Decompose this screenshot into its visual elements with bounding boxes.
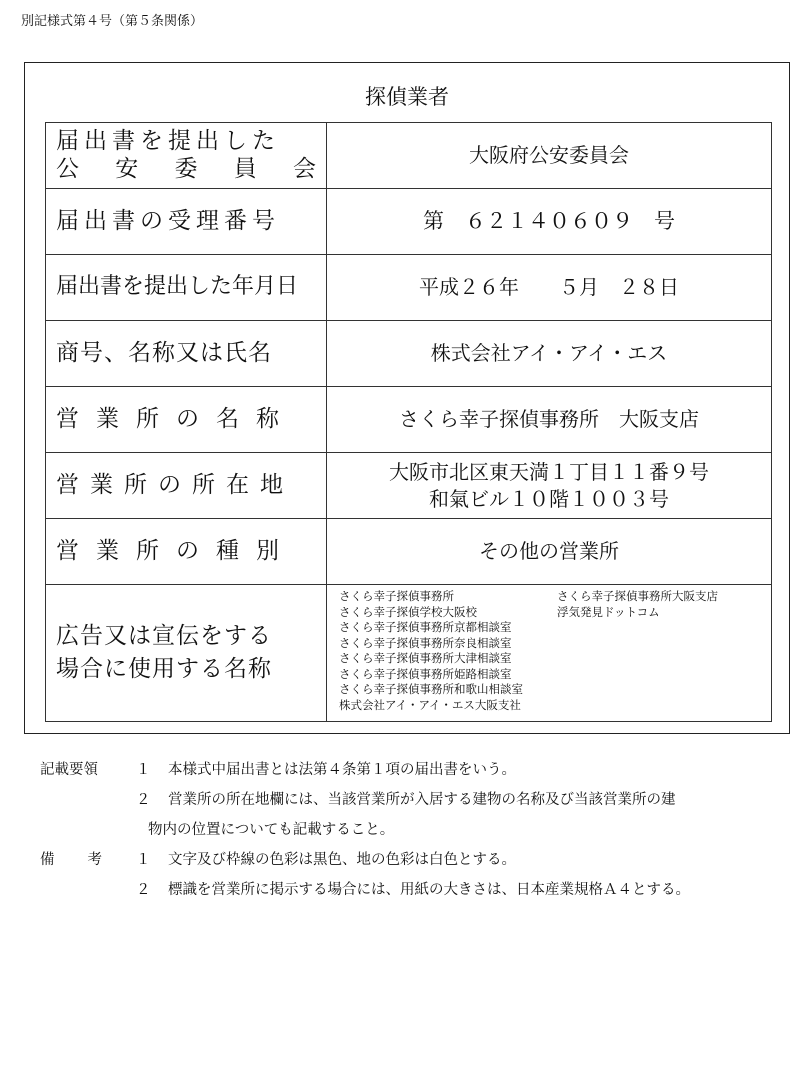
note-text: 営業所の所在地欄には、当該営業所が入居する建物の名称及び当該営業所の建 — [168, 792, 676, 808]
list-item: さくら幸子探偵事務所姫路相談室 — [339, 666, 512, 681]
label-cell — [46, 255, 327, 321]
list-item: さくら幸子探偵事務所和歌山相談室 — [339, 682, 523, 696]
label-text: 届出書を提出した年月日 — [56, 274, 299, 300]
ad-name: さくら幸子探偵学校大阪校 — [339, 604, 477, 619]
value-cell: 平成２６年 ５月 ２８日 — [327, 255, 772, 321]
label-text: 公 安 委 員 会 — [56, 155, 316, 182]
table-row — [46, 123, 772, 189]
label-text: 営業所の名称 — [56, 405, 296, 432]
table-row — [46, 519, 772, 585]
value-cell: 大阪府公安委員会 — [327, 123, 772, 189]
value-cell: 株式会社アイ・アイ・エス — [327, 321, 772, 387]
label-cell — [46, 585, 327, 722]
list-item: さくら幸子探偵事務所奈良相談室 — [339, 635, 512, 650]
note-number: １ — [136, 762, 151, 778]
address-line-2: 和氣ビル１０階１００３号 — [429, 486, 669, 511]
sign-title: 探偵業者 — [365, 85, 449, 109]
value-cell — [327, 453, 772, 519]
table-row — [46, 585, 772, 722]
note-row — [40, 815, 785, 845]
ad-name: さくら幸子探偵事務所 — [339, 589, 454, 603]
label-text: 商号、名称又は氏名 — [56, 339, 272, 366]
label-text: 営業所の種別 — [56, 537, 296, 564]
note-number: ２ — [136, 792, 151, 808]
note-number: １ — [136, 852, 151, 868]
biko-heading: 備 考 — [40, 852, 102, 868]
value-cell: 第 ６２１４０６０９ 号 — [327, 189, 772, 255]
table-row — [46, 387, 772, 453]
label-cell — [46, 189, 327, 255]
label-cell — [46, 321, 327, 387]
label-text: 届出書を提出した — [56, 127, 280, 154]
label-cell — [46, 453, 327, 519]
list-item: さくら幸子探偵事務所大津相談室 — [339, 651, 512, 665]
ad-name: 浮気発見ドットコム — [557, 604, 660, 619]
table-row — [46, 321, 772, 387]
note-text: 標識を営業所に掲示する場合には、用紙の大きさは、日本産業規格Ａ４とする。 — [168, 882, 690, 898]
note-row — [40, 785, 785, 815]
list-item: さくら幸子探偵事務所京都相談室 — [339, 620, 512, 634]
list-item — [339, 589, 771, 605]
label-cell — [46, 519, 327, 585]
note-text: 物内の位置についても記載すること。 — [148, 822, 395, 838]
note-number: ２ — [136, 882, 151, 898]
kisai-heading: 記載要領 — [40, 762, 98, 778]
note-row — [40, 755, 785, 785]
ads-names-cell — [327, 585, 772, 722]
label-cell — [46, 123, 327, 189]
note-text: 文字及び枠線の色彩は黒色、地の色彩は白色とする。 — [168, 852, 516, 868]
table-row — [46, 453, 772, 519]
sign-frame — [24, 62, 790, 734]
value-cell: さくら幸子探偵事務所 大阪支店 — [327, 387, 772, 453]
list-item: 株式会社アイ・アイ・エス大阪支社 — [339, 697, 521, 712]
sign-table — [45, 122, 772, 722]
label-text: 営業所の所在地 — [56, 471, 294, 498]
label-text: 届出書の受理番号 — [56, 207, 280, 234]
address-line-1: 大阪市北区東天満１丁目１１番９号 — [389, 459, 709, 484]
ad-name: さくら幸子探偵事務所大阪支店 — [557, 589, 718, 603]
note-row — [40, 845, 785, 875]
form-title: 別記様式第４号（第５条関係） — [21, 14, 204, 29]
note-row — [40, 875, 785, 905]
note-text: 本様式中届出書とは法第４条第１項の届出書をいう。 — [168, 762, 516, 778]
table-row — [46, 255, 772, 321]
label-text: 広告又は宣伝をする — [56, 622, 272, 649]
table-row — [46, 189, 772, 255]
value-cell: その他の営業所 — [327, 519, 772, 585]
label-text: 場合に使用する名称 — [56, 656, 272, 682]
notes-section — [40, 755, 785, 905]
list-item — [339, 605, 771, 621]
label-cell — [46, 387, 327, 453]
